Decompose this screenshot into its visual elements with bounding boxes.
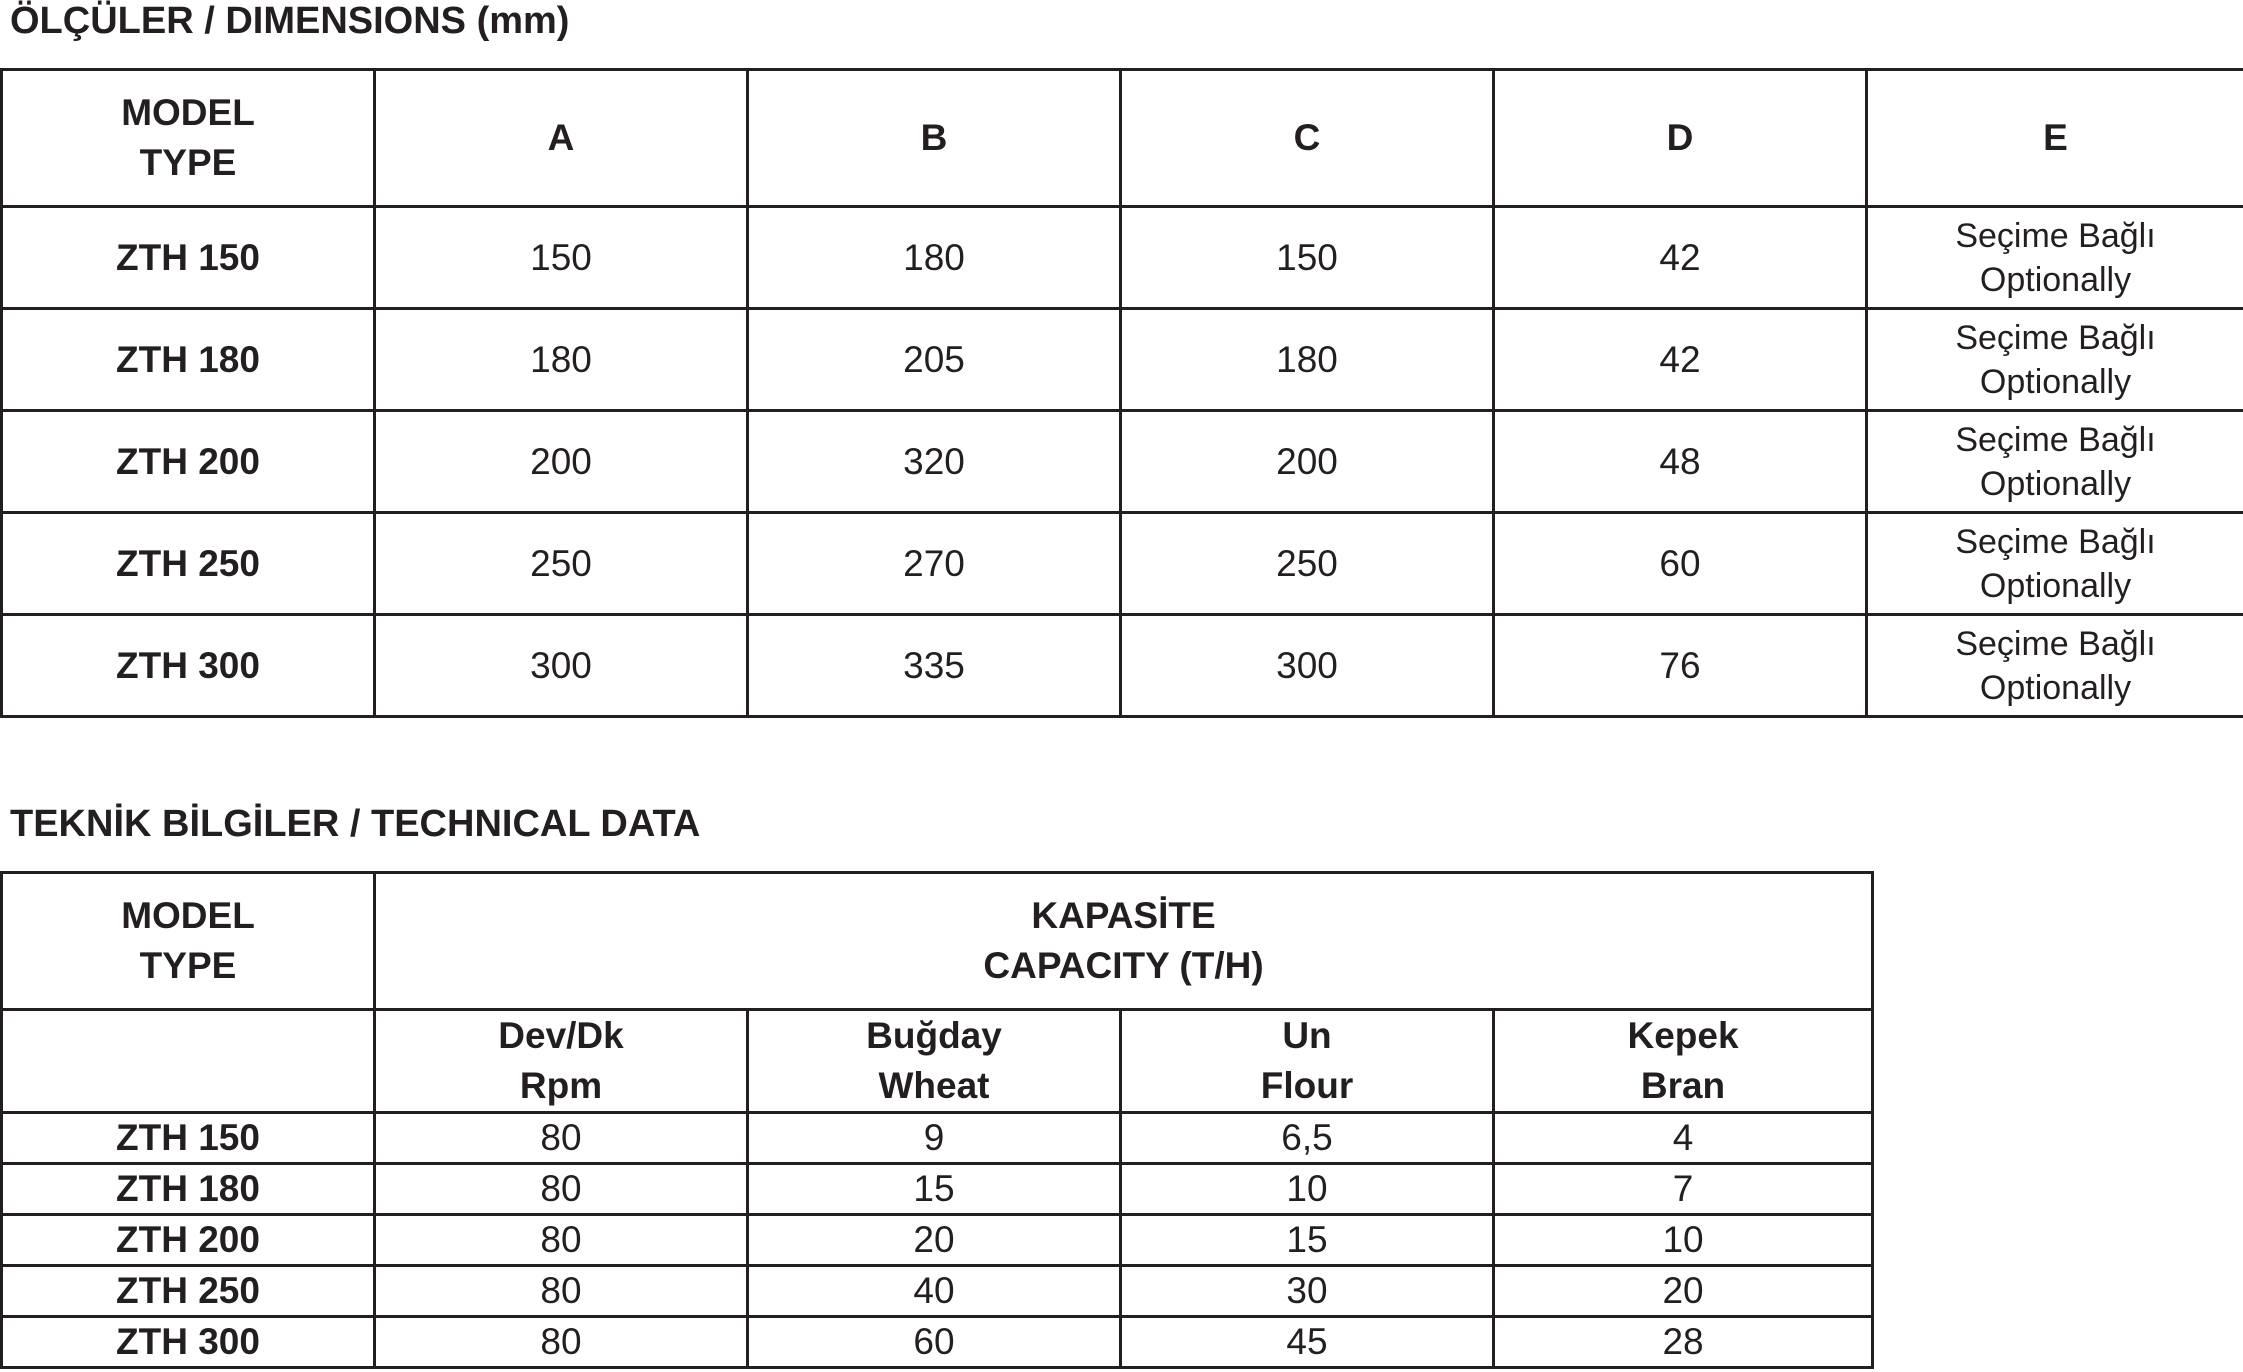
- value-flour: 15: [1121, 1215, 1494, 1266]
- value-wheat: 15: [748, 1164, 1121, 1215]
- subheader-flour-en: Flour: [1260, 1065, 1354, 1106]
- value-bran: 28: [1494, 1317, 1873, 1368]
- value-b: 320: [748, 411, 1121, 513]
- value-e-en: Optionally: [1979, 260, 2132, 299]
- subheader-wheat-tr: Buğday: [866, 1015, 1002, 1056]
- header-capacity-en: CAPACITY (T/H): [983, 945, 1264, 986]
- value-b: 270: [748, 513, 1121, 615]
- table-row: [2, 513, 2243, 615]
- value-a: 180: [375, 309, 748, 411]
- dimensions-table: [0, 68, 2243, 718]
- value-c: 200: [1121, 411, 1494, 513]
- subheader-rpm-en: Rpm: [519, 1065, 603, 1106]
- header-model-label: MODEL: [121, 895, 255, 936]
- value-rpm: 80: [375, 1317, 748, 1368]
- value-flour: 30: [1121, 1266, 1494, 1317]
- header-model-label: MODEL: [121, 92, 255, 133]
- table-row: [2, 615, 2243, 717]
- value-e: [1867, 615, 2243, 717]
- value-d: 60: [1494, 513, 1867, 615]
- value-rpm: 80: [375, 1113, 748, 1164]
- value-wheat: 9: [748, 1113, 1121, 1164]
- value-b: 335: [748, 615, 1121, 717]
- subheader-bran-en: Bran: [1640, 1065, 1726, 1106]
- table-row: [2, 411, 2243, 513]
- value-e: [1867, 411, 2243, 513]
- subheader-empty: [2, 1010, 375, 1113]
- value-flour: 45: [1121, 1317, 1494, 1368]
- model-cell: ZTH 200: [2, 1215, 375, 1266]
- model-cell: ZTH 300: [2, 1317, 375, 1368]
- value-e: [1867, 207, 2243, 309]
- value-a: 300: [375, 615, 748, 717]
- value-b: 205: [748, 309, 1121, 411]
- header-col-b: B: [748, 70, 1121, 207]
- subheader-bran: [1494, 1010, 1873, 1113]
- value-bran: 7: [1494, 1164, 1873, 1215]
- dimensions-title: ÖLÇÜLER / DIMENSIONS (mm): [10, 0, 570, 42]
- value-d: 42: [1494, 309, 1867, 411]
- value-bran: 4: [1494, 1113, 1873, 1164]
- model-cell: ZTH 150: [2, 207, 375, 309]
- value-e-en: Optionally: [1979, 566, 2132, 605]
- value-a: 150: [375, 207, 748, 309]
- technical-table: [0, 871, 1874, 1369]
- value-d: 76: [1494, 615, 1867, 717]
- header-col-e: E: [1867, 70, 2243, 207]
- subheader-wheat-en: Wheat: [878, 1065, 990, 1106]
- value-flour: 10: [1121, 1164, 1494, 1215]
- value-wheat: 60: [748, 1317, 1121, 1368]
- value-rpm: 80: [375, 1266, 748, 1317]
- value-a: 250: [375, 513, 748, 615]
- header-col-c: C: [1121, 70, 1494, 207]
- header-type-label: TYPE: [139, 142, 237, 183]
- technical-header-row: [2, 873, 1873, 1010]
- subheader-bran-tr: Kepek: [1627, 1015, 1739, 1056]
- value-e-tr: Seçime Bağlı: [1955, 420, 2156, 459]
- table-row: [2, 207, 2243, 309]
- value-e: [1867, 309, 2243, 411]
- value-bran: 20: [1494, 1266, 1873, 1317]
- value-c: 150: [1121, 207, 1494, 309]
- subheader-wheat: [748, 1010, 1121, 1113]
- value-rpm: 80: [375, 1215, 748, 1266]
- header-col-a: A: [375, 70, 748, 207]
- model-cell: ZTH 150: [2, 1113, 375, 1164]
- technical-subheader-row: [2, 1010, 1873, 1113]
- value-c: 250: [1121, 513, 1494, 615]
- subheader-rpm-tr: Dev/Dk: [498, 1015, 624, 1056]
- model-cell: ZTH 180: [2, 309, 375, 411]
- value-d: 42: [1494, 207, 1867, 309]
- value-e-en: Optionally: [1979, 464, 2132, 503]
- value-e-tr: Seçime Bağlı: [1955, 522, 2156, 561]
- technical-title: TEKNİK BİLGİLER / TECHNICAL DATA: [10, 803, 701, 845]
- table-row: [2, 1164, 1873, 1215]
- value-e-tr: Seçime Bağlı: [1955, 216, 2156, 255]
- header-model-type: [2, 873, 375, 1010]
- value-bran: 10: [1494, 1215, 1873, 1266]
- table-row: [2, 1215, 1873, 1266]
- value-b: 180: [748, 207, 1121, 309]
- value-wheat: 40: [748, 1266, 1121, 1317]
- value-c: 180: [1121, 309, 1494, 411]
- model-cell: ZTH 200: [2, 411, 375, 513]
- table-row: [2, 1113, 1873, 1164]
- model-cell: ZTH 300: [2, 615, 375, 717]
- value-rpm: 80: [375, 1164, 748, 1215]
- model-cell: ZTH 250: [2, 1266, 375, 1317]
- dimensions-header-row: [2, 70, 2243, 207]
- model-cell: ZTH 250: [2, 513, 375, 615]
- header-capacity-tr: KAPASİTE: [1031, 895, 1216, 936]
- subheader-rpm: [375, 1010, 748, 1113]
- header-model-type: [2, 70, 375, 207]
- value-e-tr: Seçime Bağlı: [1955, 624, 2156, 663]
- value-d: 48: [1494, 411, 1867, 513]
- header-capacity: [375, 873, 1873, 1010]
- value-wheat: 20: [748, 1215, 1121, 1266]
- header-type-label: TYPE: [139, 945, 237, 986]
- value-c: 300: [1121, 615, 1494, 717]
- value-flour: 6,5: [1121, 1113, 1494, 1164]
- header-col-d: D: [1494, 70, 1867, 207]
- table-row: [2, 1266, 1873, 1317]
- model-cell: ZTH 180: [2, 1164, 375, 1215]
- table-row: [2, 1317, 1873, 1368]
- subheader-flour-tr: Un: [1282, 1015, 1332, 1056]
- value-e: [1867, 513, 2243, 615]
- value-e-en: Optionally: [1979, 668, 2132, 707]
- table-row: [2, 309, 2243, 411]
- value-e-tr: Seçime Bağlı: [1955, 318, 2156, 357]
- value-a: 200: [375, 411, 748, 513]
- subheader-flour: [1121, 1010, 1494, 1113]
- value-e-en: Optionally: [1979, 362, 2132, 401]
